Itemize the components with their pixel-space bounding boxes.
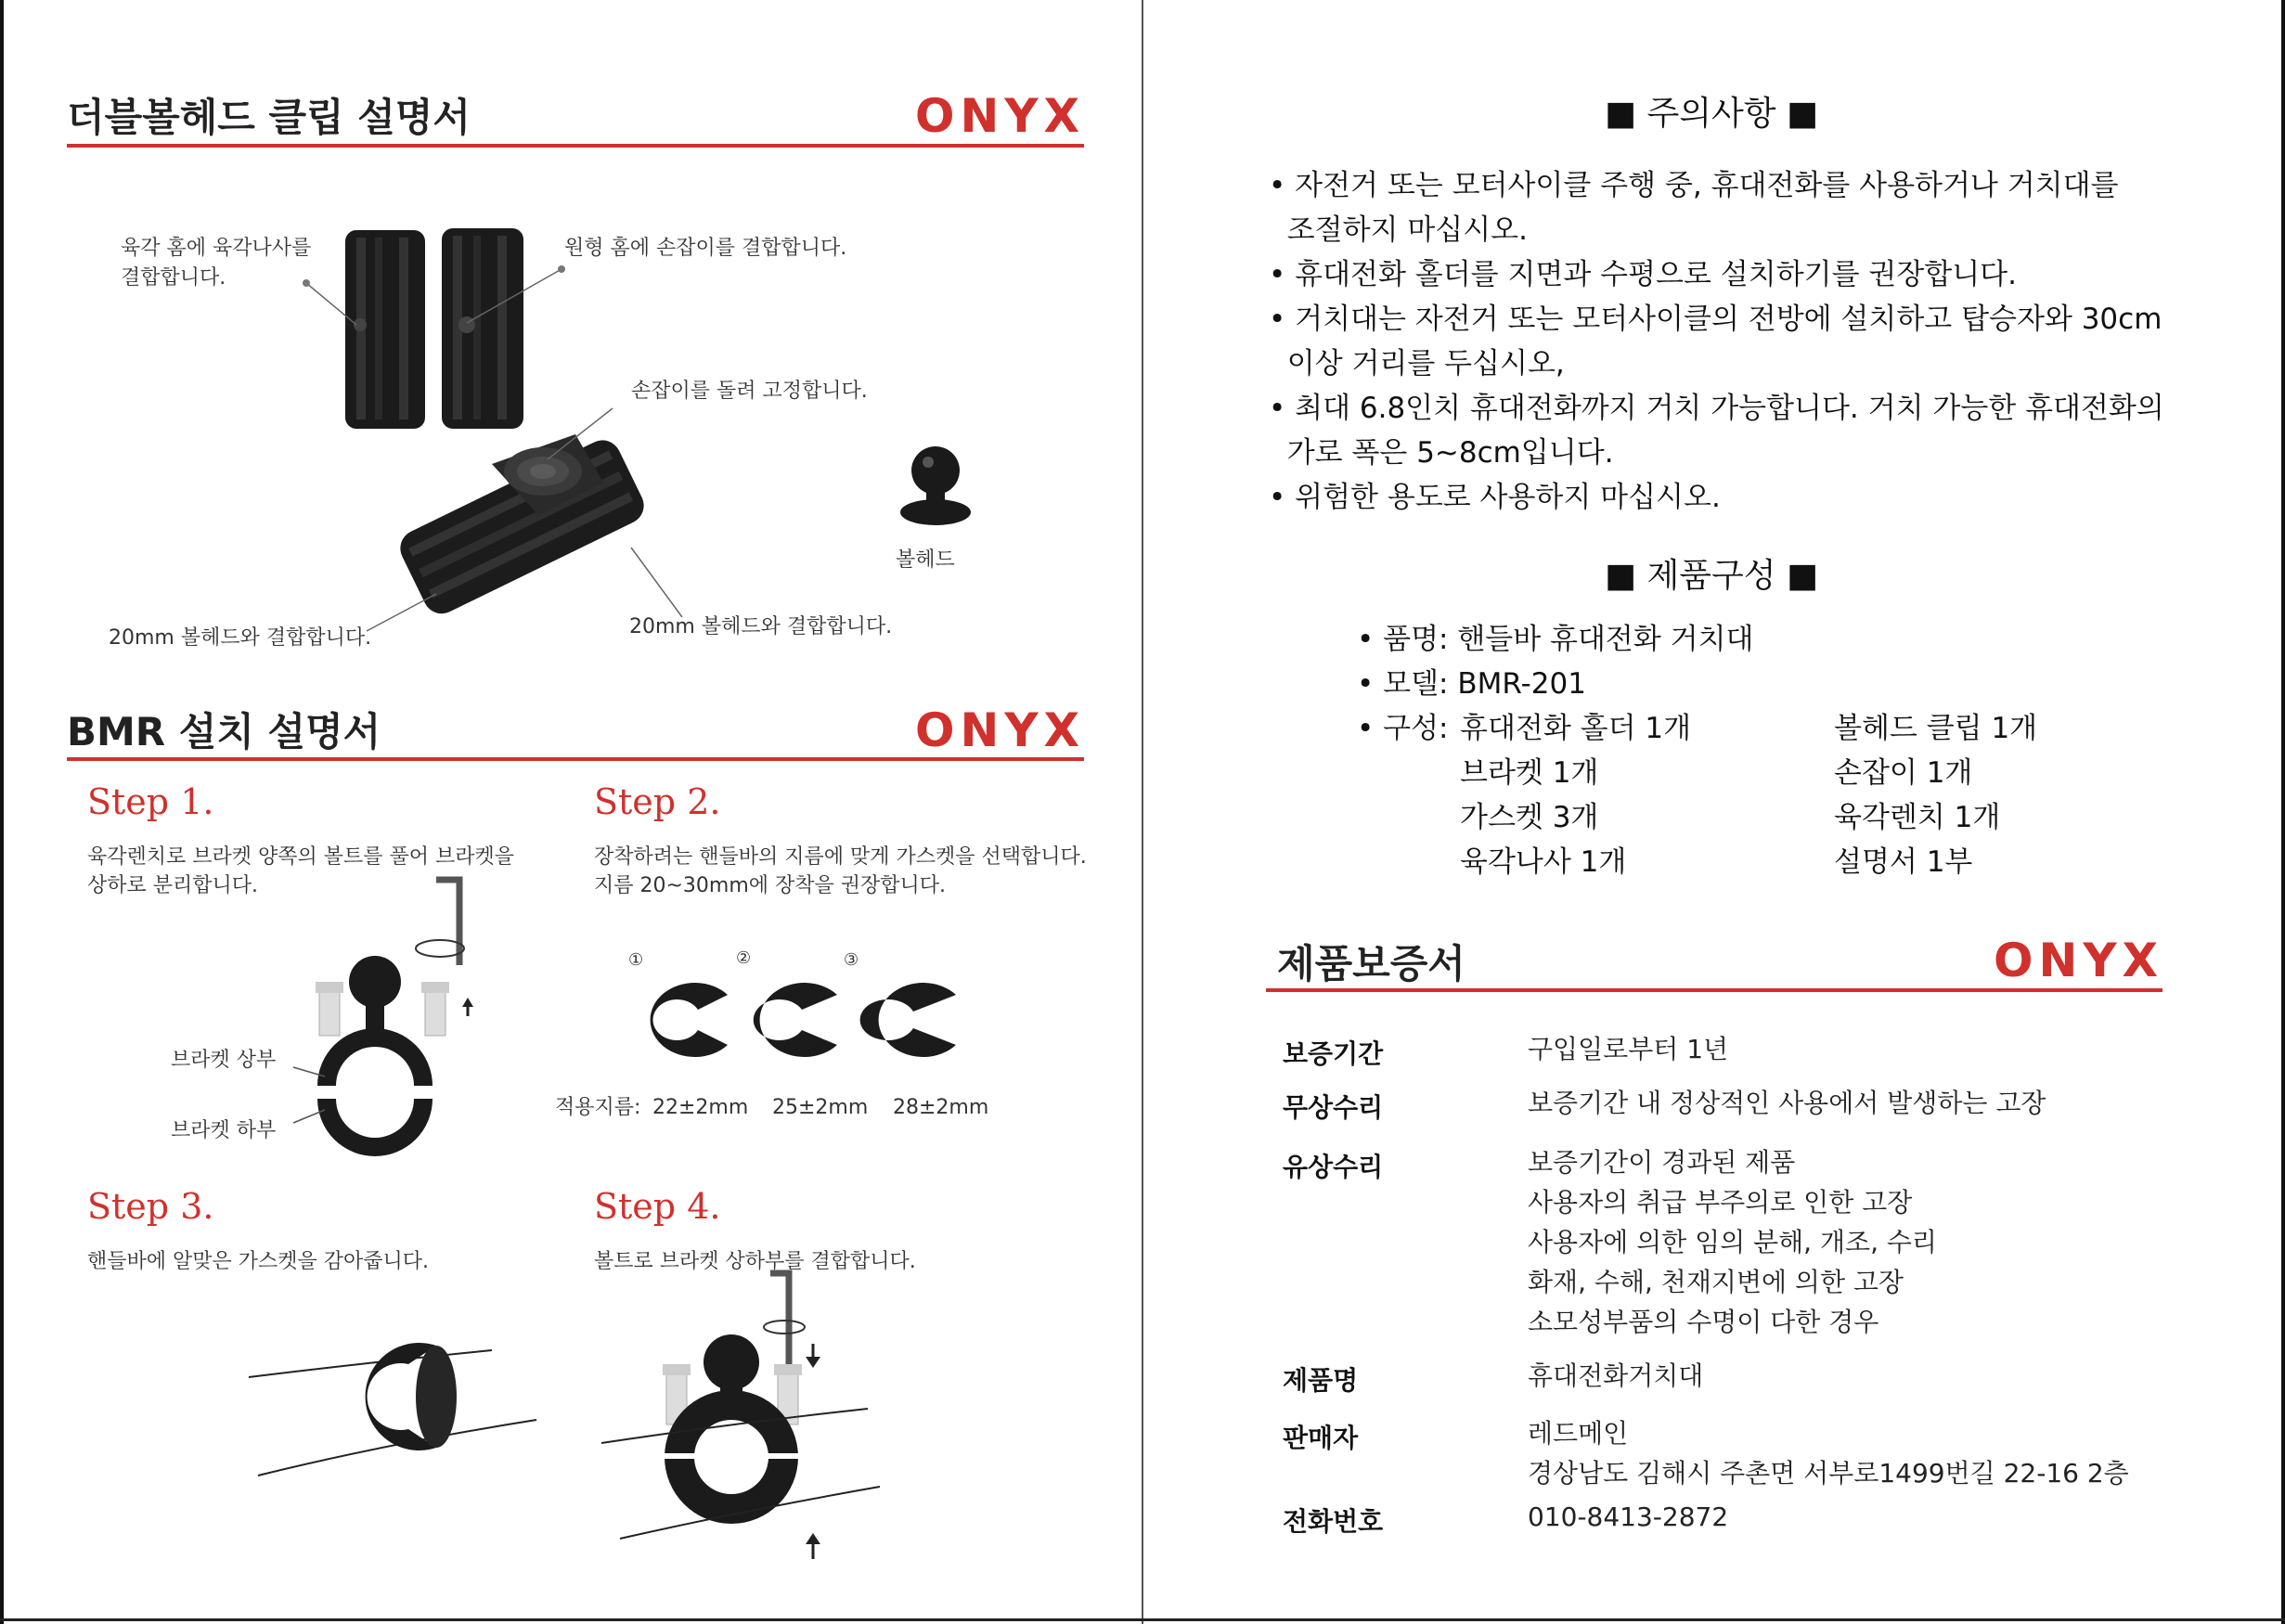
warranty-key-period: 보증기간 bbox=[1283, 1038, 1384, 1069]
clip-manual-title: 더블볼헤드 클립 설명서 bbox=[67, 95, 471, 140]
warranty-key-product: 제품명 bbox=[1283, 1365, 1359, 1396]
step2-desc: 장착하려는 핸들바의 지름에 맞게 가스켓을 선택합니다. 지름 20~30mm에 장착을 권장합니다. bbox=[594, 845, 1087, 897]
comp-col1-item: 브라켓 1개 bbox=[1460, 756, 1599, 790]
warranty-title-underline bbox=[1266, 988, 2162, 992]
step1-upper-label: 브라켓 상부 bbox=[171, 1049, 277, 1072]
caution-item-5: • 위험한 용도로 사용하지 마십시오. bbox=[1269, 481, 1721, 514]
step1-lower-label: 브라켓 하부 bbox=[171, 1119, 277, 1142]
warranty-key-free-repair: 무상수리 bbox=[1283, 1092, 1384, 1123]
onyx-logo-text: ONYX bbox=[915, 89, 1086, 143]
comp-col2-item: 볼헤드 클립 1개 bbox=[1834, 712, 2038, 745]
caution-item-4: • 최대 6.8인치 휴대전화까지 거치 가능합니다. 거치 가능한 휴대전화의 가로 폭은 5~8cm입니다. bbox=[1269, 392, 2164, 470]
bmr-manual-title: BMR 설치 설명서 bbox=[67, 709, 381, 754]
composition-label: • 구성: bbox=[1357, 712, 1449, 745]
gasket-num-1: ① bbox=[628, 950, 644, 970]
comp-col2-item: 설명서 1부 bbox=[1834, 845, 1973, 879]
gasket-size-3: 28±2mm bbox=[893, 1096, 989, 1119]
onyx-logo-3 bbox=[1994, 934, 2164, 987]
warranty-key-phone: 전화번호 bbox=[1283, 1506, 1384, 1537]
warranty-value-seller: 레드메인 경상남도 김해시 주촌면 서부로1499번길 22-16 2층 bbox=[1528, 1418, 2129, 1489]
comp-col1-item: 가스켓 3개 bbox=[1460, 801, 1599, 834]
warranty-value-period: 구입일로부터 1년 bbox=[1528, 1034, 1729, 1064]
label-round-groove: 원형 홈에 손잡이를 결합합니다. bbox=[564, 237, 847, 260]
gasket-size-1: 22±2mm bbox=[652, 1096, 749, 1119]
label-knob: 손잡이를 돌려 고정합니다. bbox=[631, 380, 868, 403]
label-left-20mm: 20mm 볼헤드와 결합합니다. bbox=[109, 626, 372, 650]
step2-title: Step 2. bbox=[594, 781, 721, 822]
comp-col2-item: 손잡이 1개 bbox=[1834, 756, 1973, 790]
gasket-num-3: ③ bbox=[844, 950, 859, 970]
caution-item-1: • 자전거 또는 모터사이클 주행 중, 휴대전화를 사용하거나 거치대를 조절하지 마십시오. bbox=[1269, 169, 2119, 247]
comp-col1-item: 휴대전화 홀더 1개 bbox=[1460, 712, 1692, 745]
warranty-value-paid-repair: 보증기간이 경과된 제품 사용자의 취급 부주의로 인한 고장 사용자에 의한 임의 분해, 개조, 수리 화재, 수해, 천재지변에 의한 고장 소모성부품의 수명이 다한 경우 bbox=[1528, 1147, 1937, 1337]
onyx-logo-text-2: ONYX bbox=[915, 703, 1086, 757]
step1-title: Step 1. bbox=[87, 781, 214, 822]
warranty-key-seller: 판매자 bbox=[1283, 1423, 1359, 1453]
warranty-value-product: 휴대전화거치대 bbox=[1528, 1360, 1704, 1391]
warranty-key-paid-repair: 유상수리 bbox=[1283, 1152, 1384, 1182]
step4-illustration bbox=[0, 0, 1142, 1624]
step4-desc: 볼트로 브라켓 상하부를 결합합니다. bbox=[594, 1250, 916, 1273]
label-hex-groove: 육각 홈에 육각나사를 결합합니다. bbox=[121, 237, 312, 290]
warranty-value-phone: 010-8413-2872 bbox=[1528, 1502, 1729, 1532]
step4-title: Step 4. bbox=[594, 1186, 721, 1227]
step1-desc: 육각렌치로 브라켓 양쪽의 볼트를 풀어 브라켓을 상하로 분리합니다. bbox=[87, 845, 515, 897]
caution-item-2: • 휴대전화 홀더를 지면과 수평으로 설치하기를 권장합니다. bbox=[1269, 258, 2017, 291]
composition-title: ■ 제품구성 ■ bbox=[1605, 557, 1819, 595]
composition-model: • 모델: BMR-201 bbox=[1357, 667, 1586, 701]
onyx-logo-text-3: ONYX bbox=[1994, 934, 2164, 987]
warranty-value-free-repair: 보증기간 내 정상적인 사용에서 발생하는 고장 bbox=[1528, 1088, 2046, 1118]
label-right-20mm: 20mm 볼헤드와 결합합니다. bbox=[629, 615, 893, 638]
gasket-num-2: ② bbox=[736, 948, 752, 968]
step3-desc: 핸들바에 알맞은 가스켓을 감아줍니다. bbox=[87, 1250, 430, 1273]
comp-col2-item: 육각렌치 1개 bbox=[1834, 801, 2001, 834]
warranty-title: 제품보증서 bbox=[1277, 941, 1465, 986]
composition-name: • 품명: 핸들바 휴대전화 거치대 bbox=[1357, 623, 1754, 656]
comp-col1-item: 육각나사 1개 bbox=[1460, 845, 1627, 879]
right-page bbox=[1145, 0, 2285, 1624]
step3-title: Step 3. bbox=[87, 1186, 214, 1227]
gasket-size-2: 25±2mm bbox=[772, 1096, 869, 1119]
label-ballhead: 볼헤드 bbox=[896, 548, 955, 572]
caution-item-3: • 거치대는 자전거 또는 모터사이클의 전방에 설치하고 탑승자와 30cm 이상 거리를 두십시오, bbox=[1269, 303, 2162, 380]
caution-title: ■ 주의사항 ■ bbox=[1605, 95, 1819, 133]
fit-diameter-label: 적용지름: bbox=[555, 1096, 641, 1119]
